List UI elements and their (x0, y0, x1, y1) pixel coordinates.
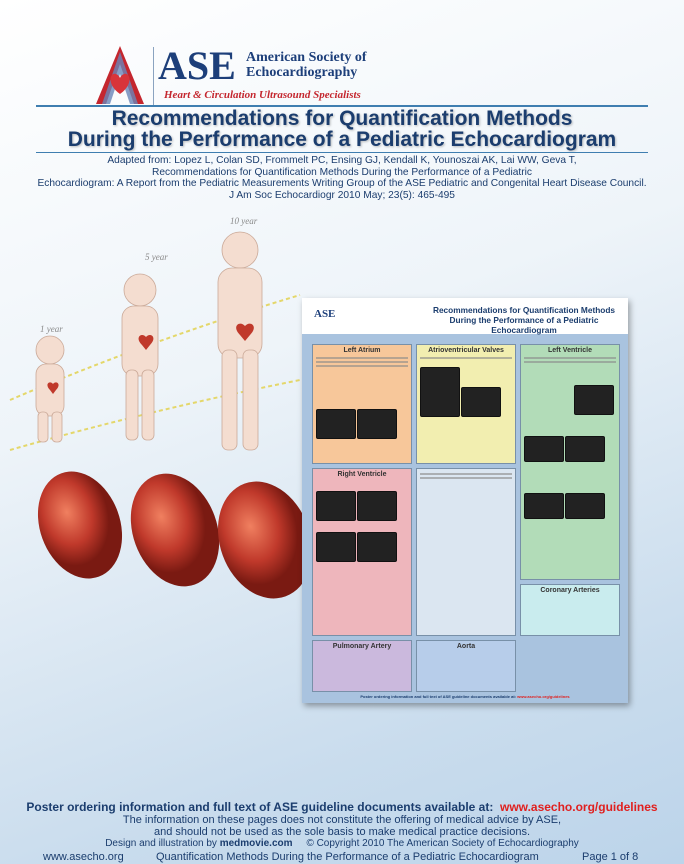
brand-tagline: Heart & Circulation Ultrasound Specialists (164, 89, 361, 101)
poster-footer (302, 694, 628, 699)
section-title: Coronary Arteries (540, 587, 600, 594)
section-title: Left Atrium (343, 347, 381, 354)
citation-line1: Adapted from: Lopez L, Colan SD, Frommelt PC, Ensing GJ, Kendall K, Younoszai AK, Lai WW, Geva T, (107, 155, 577, 166)
brand-name-line2: Echocardiography (246, 65, 358, 80)
brand-name-line1: American Society of (246, 50, 367, 65)
poster-title-line2: During the Performance of a Pediatric Echocardiogram (449, 315, 599, 335)
ordering-line (0, 800, 684, 814)
ordering-text: Poster ordering information and full text of ASE guideline documents available at: (26, 800, 494, 814)
section-title: Pulmonary Artery (332, 643, 392, 650)
logo-divider (153, 47, 154, 107)
brand-name (246, 50, 367, 80)
poster-footer-text: Poster ordering information and full text of ASE guideline documents available at: (360, 694, 516, 699)
section-title: Right Ventricle (337, 471, 387, 478)
guidelines-link[interactable]: www.asecho.org/guidelines (500, 800, 658, 814)
poster-title (420, 305, 628, 335)
poster-section-left-ventricle (520, 344, 620, 580)
brand-abbr: ASE (158, 43, 236, 88)
poster-section-pulmonary-artery (312, 640, 412, 692)
poster-title-line1: Recommendations for Quantification Methods (432, 305, 616, 315)
poster-section-aorta (416, 640, 516, 692)
citation-line3: Echocardiogram: A Report from the Pediatric Measurements Writing Group of the ASE Pediatric and Congenital Heart Disease Council. (37, 178, 647, 189)
poster-section-coronary-arteries (520, 584, 620, 636)
poster-footer-link: www.asecho.org/guidelines (517, 694, 570, 699)
running-title: Quantification Methods During the Performance of a Pediatric Echocardiogram (156, 851, 539, 863)
disclaimer-line1: The information on these pages does not constitute the offering of medical advice by ASE, (122, 814, 562, 826)
page-title (0, 108, 684, 150)
title-line1: Recommendations for Quantification Methods (111, 107, 573, 130)
poster-logo: ASE (314, 308, 336, 320)
poster-section-left-atrium (312, 344, 412, 464)
poster-section-body-surface (416, 468, 516, 636)
ase-logo-mark (92, 44, 148, 108)
poster-header (302, 298, 628, 334)
citation-line2: Recommendations for Quantification Methods During the Performance of a Pediatric (152, 166, 532, 178)
age-label-10: 10 year (230, 216, 258, 226)
disclaimer (0, 814, 684, 838)
section-title: Left Ventricle (548, 347, 592, 354)
copyright: © Copyright 2010 The American Society of Echocardiography (306, 838, 579, 849)
citation (0, 155, 684, 201)
site-link[interactable]: www.asecho.org (43, 851, 124, 863)
poster-section-right-ventricle (312, 468, 412, 636)
age-label-1: 1 year (40, 324, 63, 334)
poster-section-av-valves (416, 344, 516, 464)
design-credit: Design and illustration by (105, 838, 217, 849)
title-line2: During the Performance of a Pediatric Echocardiogram (67, 128, 617, 151)
title-rule-bottom (36, 152, 648, 153)
page-number: Page 1 of 8 (582, 851, 639, 863)
disclaimer-line2: and should not be used as the sole basis to make medical practice decisions. (153, 826, 531, 838)
section-title: Atrioventricular Valves (428, 347, 504, 354)
citation-line4: J Am Soc Echocardiogr 2010 May; 23(5): 465-495 (229, 189, 455, 201)
poster-thumbnail (302, 298, 628, 703)
design-site-link[interactable]: medmovie.com (219, 838, 293, 849)
age-label-5: 5 year (145, 252, 168, 262)
credits-line (0, 838, 684, 850)
children-heart-illustration (0, 200, 310, 600)
section-title: Aorta (456, 643, 476, 650)
